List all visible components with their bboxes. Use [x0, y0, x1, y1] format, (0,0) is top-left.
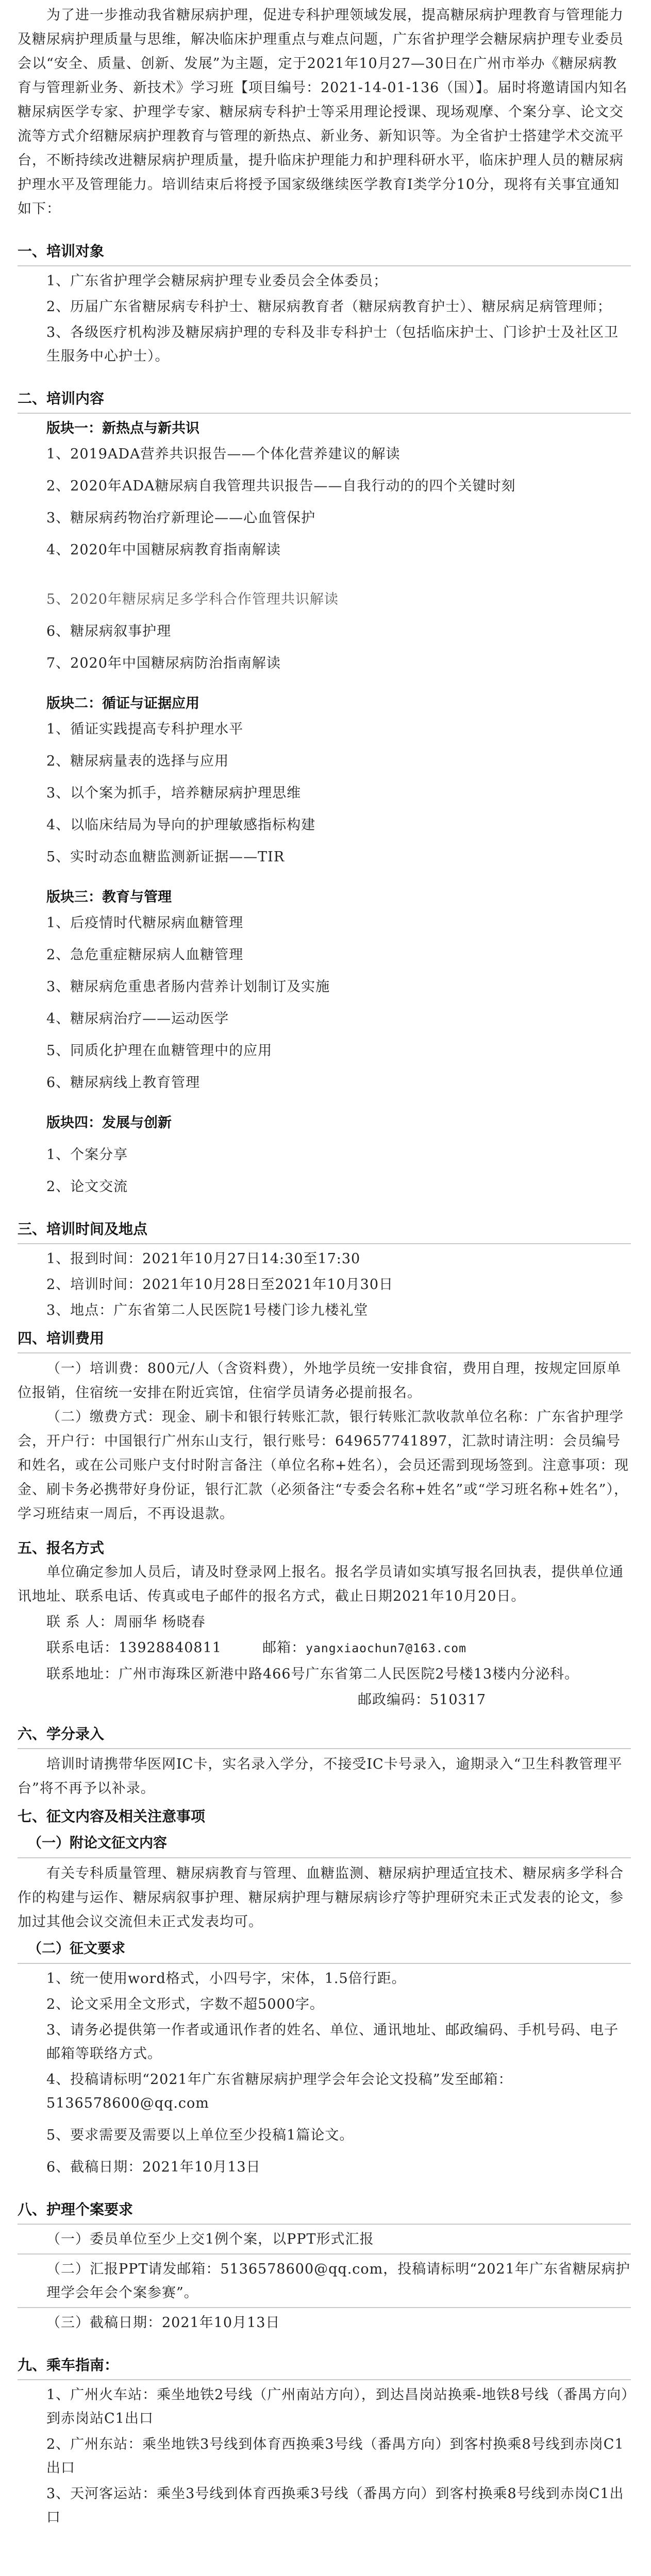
list-item: 6、糖尿病线上教育管理: [46, 1075, 201, 1091]
zip-line: [358, 1688, 631, 1712]
address-text: 广州市海珠区新港中路466号广东省第二人民医院2号楼13楼内分泌科。: [119, 1666, 579, 1682]
list-item: 4、糖尿病治疗——运动医学: [46, 1011, 229, 1027]
document-body: [18, 3, 631, 2530]
list-item: 3、天河客运站：乘坐3号线到体育西换乘3号线（番禺方向）到客村换乘8号线到赤岗C1出口: [46, 2486, 624, 2526]
list-item: 2、2020年ADA糖尿病自我管理共识报告——自我行动的的四个关键时刻: [46, 478, 516, 494]
subsection-title: （一）附论文征文内容: [28, 1835, 167, 1851]
section-title-content: 二、培训内容: [18, 390, 105, 407]
section-divider: [18, 1963, 631, 1964]
section-title-fees: 四、培训费用: [18, 1330, 105, 1347]
phone-label: 联系电话：: [46, 1640, 119, 1656]
list-item: 1、后疫情时代糖尿病血糖管理: [46, 915, 244, 931]
block-title: 版块四：发展与创新: [46, 1115, 172, 1131]
section-title-credits: 六、学分录入: [18, 1725, 105, 1742]
section-divider: [18, 413, 631, 414]
address-line: [46, 1663, 631, 1686]
list-item: 7、2020年中国糖尿病防治指南解读: [46, 655, 281, 671]
list-item: 2、广州东站：乘坐地铁3号线到体育西换乘3号线（番禺方向）到客村换乘8号线到赤岗C1出口: [46, 2436, 624, 2476]
zip-label: 邮政编码：: [358, 1692, 430, 1708]
section-title-time-place: 三、培训时间及地点: [18, 1221, 148, 1238]
papers-paragraph: 有关专科质量管理、糖尿病教育与管理、血糖监测、糖尿病护理适宜技术、糖尿病多学科合作的构建与运作、糖尿病叙事护理、糖尿病护理与糖尿病诊疗等护理研究未正式发表的论文，参加过其他会议交流但未正式发表均可。: [18, 1866, 624, 1930]
section-divider: [18, 2253, 631, 2255]
registration-paragraph: 单位确定参加人员后，请及时登录网上报名。报名学员请如实填写报名回执表，提供单位通讯地址、联系电话、传真或电子邮件的报名方式，截止日期2021年10月20日。: [18, 1564, 624, 1604]
list-item: 1、统一使用word格式，小四号字，宋体，1.5倍行距。: [46, 1971, 406, 1987]
list-item: 2、论文交流: [46, 1179, 128, 1195]
section-divider: [18, 2224, 631, 2225]
section-divider: [18, 1352, 631, 1353]
contact-line: [46, 1611, 631, 1634]
email-label: 邮箱：: [262, 1640, 306, 1656]
section-divider: [18, 2307, 631, 2308]
list-item: 1、广州火车站：乘坐地铁2号线（广州南站方向），到达昌岗站换乘-地铁8号线（番禺方向）到赤岗站C1出口: [46, 2387, 629, 2427]
list-item: 5、要求需要及需要以上单位至少投稿1篇论文。: [46, 2127, 354, 2143]
section-divider: [18, 1857, 631, 1858]
section-divider: [18, 1748, 631, 1749]
list-item: 6、截稿日期：2021年10月13日: [46, 2159, 261, 2175]
payment-paragraph: （二）缴费方式：现金、刷卡和银行转账汇款，银行转账汇款收款单位名称：广东省护理学会，开户行：中国银行广州东山支行，银行账号：649657741897，汇款时请注明：会员编号和姓名，或在公司账户支付时附言备注（单位名称+姓名），会员还需到现场签到。注意事项：现金、刷卡务必携带好身份证，银行汇款（必须备注“专委会名称+姓名”或“学习班名称+姓名”），学习班结束一周后，不再设退款。: [18, 1409, 629, 1522]
list-item: 3、请务必提供第一作者或通讯作者的姓名、单位、通讯地址、邮政编码、手机号码、电子邮箱等联络方式。: [46, 2022, 619, 2062]
credits-paragraph: 培训时请携带华医网IC卡，实名录入学分，不接受IC卡号录入，逾期录入“卫生科教管理平台”将不再予以补录。: [18, 1756, 623, 1797]
list-item: （二）汇报PPT请发邮箱：5136578600@qq.com，投稿请标明“2021年广东省糖尿病护理学会年会个案参赛”。: [46, 2261, 630, 2301]
list-item: 5、同质化护理在血糖管理中的应用: [46, 1043, 273, 1059]
list-item: 2、培训时间：2021年10月28日至2021年10月30日: [46, 1277, 394, 1293]
section-title-registration: 五、报名方式: [18, 1539, 105, 1556]
list-item: 6、糖尿病叙事护理: [46, 623, 172, 639]
list-item: 2、糖尿病量表的选择与应用: [46, 753, 229, 769]
list-item: 2、历届广东省糖尿病专科护士、糖尿病教育者（糖尿病教育护士）、糖尿病足病管理师；: [46, 299, 612, 315]
list-item: （三）截稿日期：2021年10月13日: [46, 2315, 280, 2331]
section-title-trainees: 一、培训对象: [18, 243, 105, 260]
list-item: 1、个案分享: [46, 1147, 128, 1163]
contact-label: 联 系 人：: [46, 1614, 114, 1630]
list-item: 5、实时动态血糖监测新证据——TIR: [46, 849, 285, 865]
list-item: 2、论文采用全文形式，字数不超5000字。: [46, 1996, 324, 2012]
contact-names: 周丽华 杨晓春: [114, 1614, 206, 1630]
section-title-case: 八、护理个案要求: [18, 2201, 133, 2218]
block-title: 版块三：教育与管理: [46, 889, 172, 905]
list-item: 4、2020年中国糖尿病教育指南解读: [46, 542, 281, 558]
list-item: 3、糖尿病药物治疗新理论——心血管保护: [46, 510, 316, 526]
section-title-papers: 七、征文内容及相关注意事项: [18, 1808, 206, 1825]
list-item: 3、地点：广东省第二人民医院1号楼门诊九楼礼堂: [46, 1302, 369, 1318]
list-item: 1、报到时间：2021年10月27日14:30至17:30: [46, 1251, 361, 1267]
email-link[interactable]: yangxiaochun7@163.com: [306, 1642, 466, 1655]
list-item: 2、急危重症糖尿病人血糖管理: [46, 947, 244, 963]
address-label: 联系地址：: [46, 1666, 119, 1682]
list-item: 1、循证实践提高专科护理水平: [46, 721, 244, 737]
list-item: 3、糖尿病危重患者肠内营养计划制订及实施: [46, 979, 330, 995]
fee-paragraph: （一）培训费：800元/人（含资料费），外地学员统一安排食宿，费用自理，按规定回原单位报销，住宿统一安排在附近宾馆，住宿学员请务必提前报名。: [18, 1361, 622, 1401]
list-item: 1、2019ADA营养共识报告——个体化营养建议的解读: [46, 446, 400, 462]
list-item: 4、以临床结局为导向的护理敏感指标构建: [46, 817, 316, 833]
list-item: 1、广东省护理学会糖尿病护理专业委员会全体委员；: [46, 273, 388, 289]
phone-number: 13928840811: [119, 1640, 222, 1656]
list-item: 4、投稿请标明“2021年广东省糖尿病护理学会年会论文投稿”发至邮箱：5136578600@qq.com: [46, 2072, 513, 2111]
list-item: 5、2020年糖尿病足多学科合作管理共识解读: [46, 591, 339, 607]
block-title: 版块一：新热点与新共识: [46, 420, 199, 436]
phone-line: [46, 1636, 631, 1660]
block-title: 版块二：循证与证据应用: [46, 696, 199, 711]
zip-code: 510317: [430, 1692, 487, 1708]
list-item: 3、以个案为抓手，培养糖尿病护理思维: [46, 785, 302, 801]
list-item: 3、各级医疗机构涉及糖尿病护理的专科及非专科护士（包括临床护士、门诊护士及社区卫生服务中心护士）。: [46, 325, 619, 364]
section-title-transport: 九、乘车指南：: [18, 2357, 119, 2374]
section-divider: [18, 1243, 631, 1244]
section-divider: [18, 265, 631, 266]
section-divider: [18, 2379, 631, 2380]
intro-paragraph: 为了进一步推动我省糖尿病护理，促进专科护理领域发展，提高糖尿病护理教育与管理能力及糖尿病护理质量与思维，解决临床护理重点与难点问题，广东省护理学会糖尿病护理专业委员会以“安全、质量、创新、发展”为主题，定于2021年10月27—30日在广州市举办《糖尿病教育与管理新业务、新技术》学习班【项目编号：2021-14-01-136（国）】。届时将邀请国内知名糖尿病医学专家、护理学专家、糖尿病专科护士等采用理论授课、现场观摩、个案分享、论文交流等方式介绍糖尿病护理教育与管理的新热点、新业务、新知识等。为全省护士搭建学术交流平台，不断持续改进糖尿病护理质量，提升临床护理能力和护理科研水平，临床护理人员的糖尿病护理水平及管理能力。培训结束后将授予国家级继续医学教育Ⅰ类学分10分，现将有关事宜通知如下：: [18, 7, 628, 217]
subsection-title: （二）征文要求: [28, 1941, 125, 1957]
list-item: （一）委员单位至少上交1例个案，以PPT形式汇报: [46, 2231, 374, 2247]
